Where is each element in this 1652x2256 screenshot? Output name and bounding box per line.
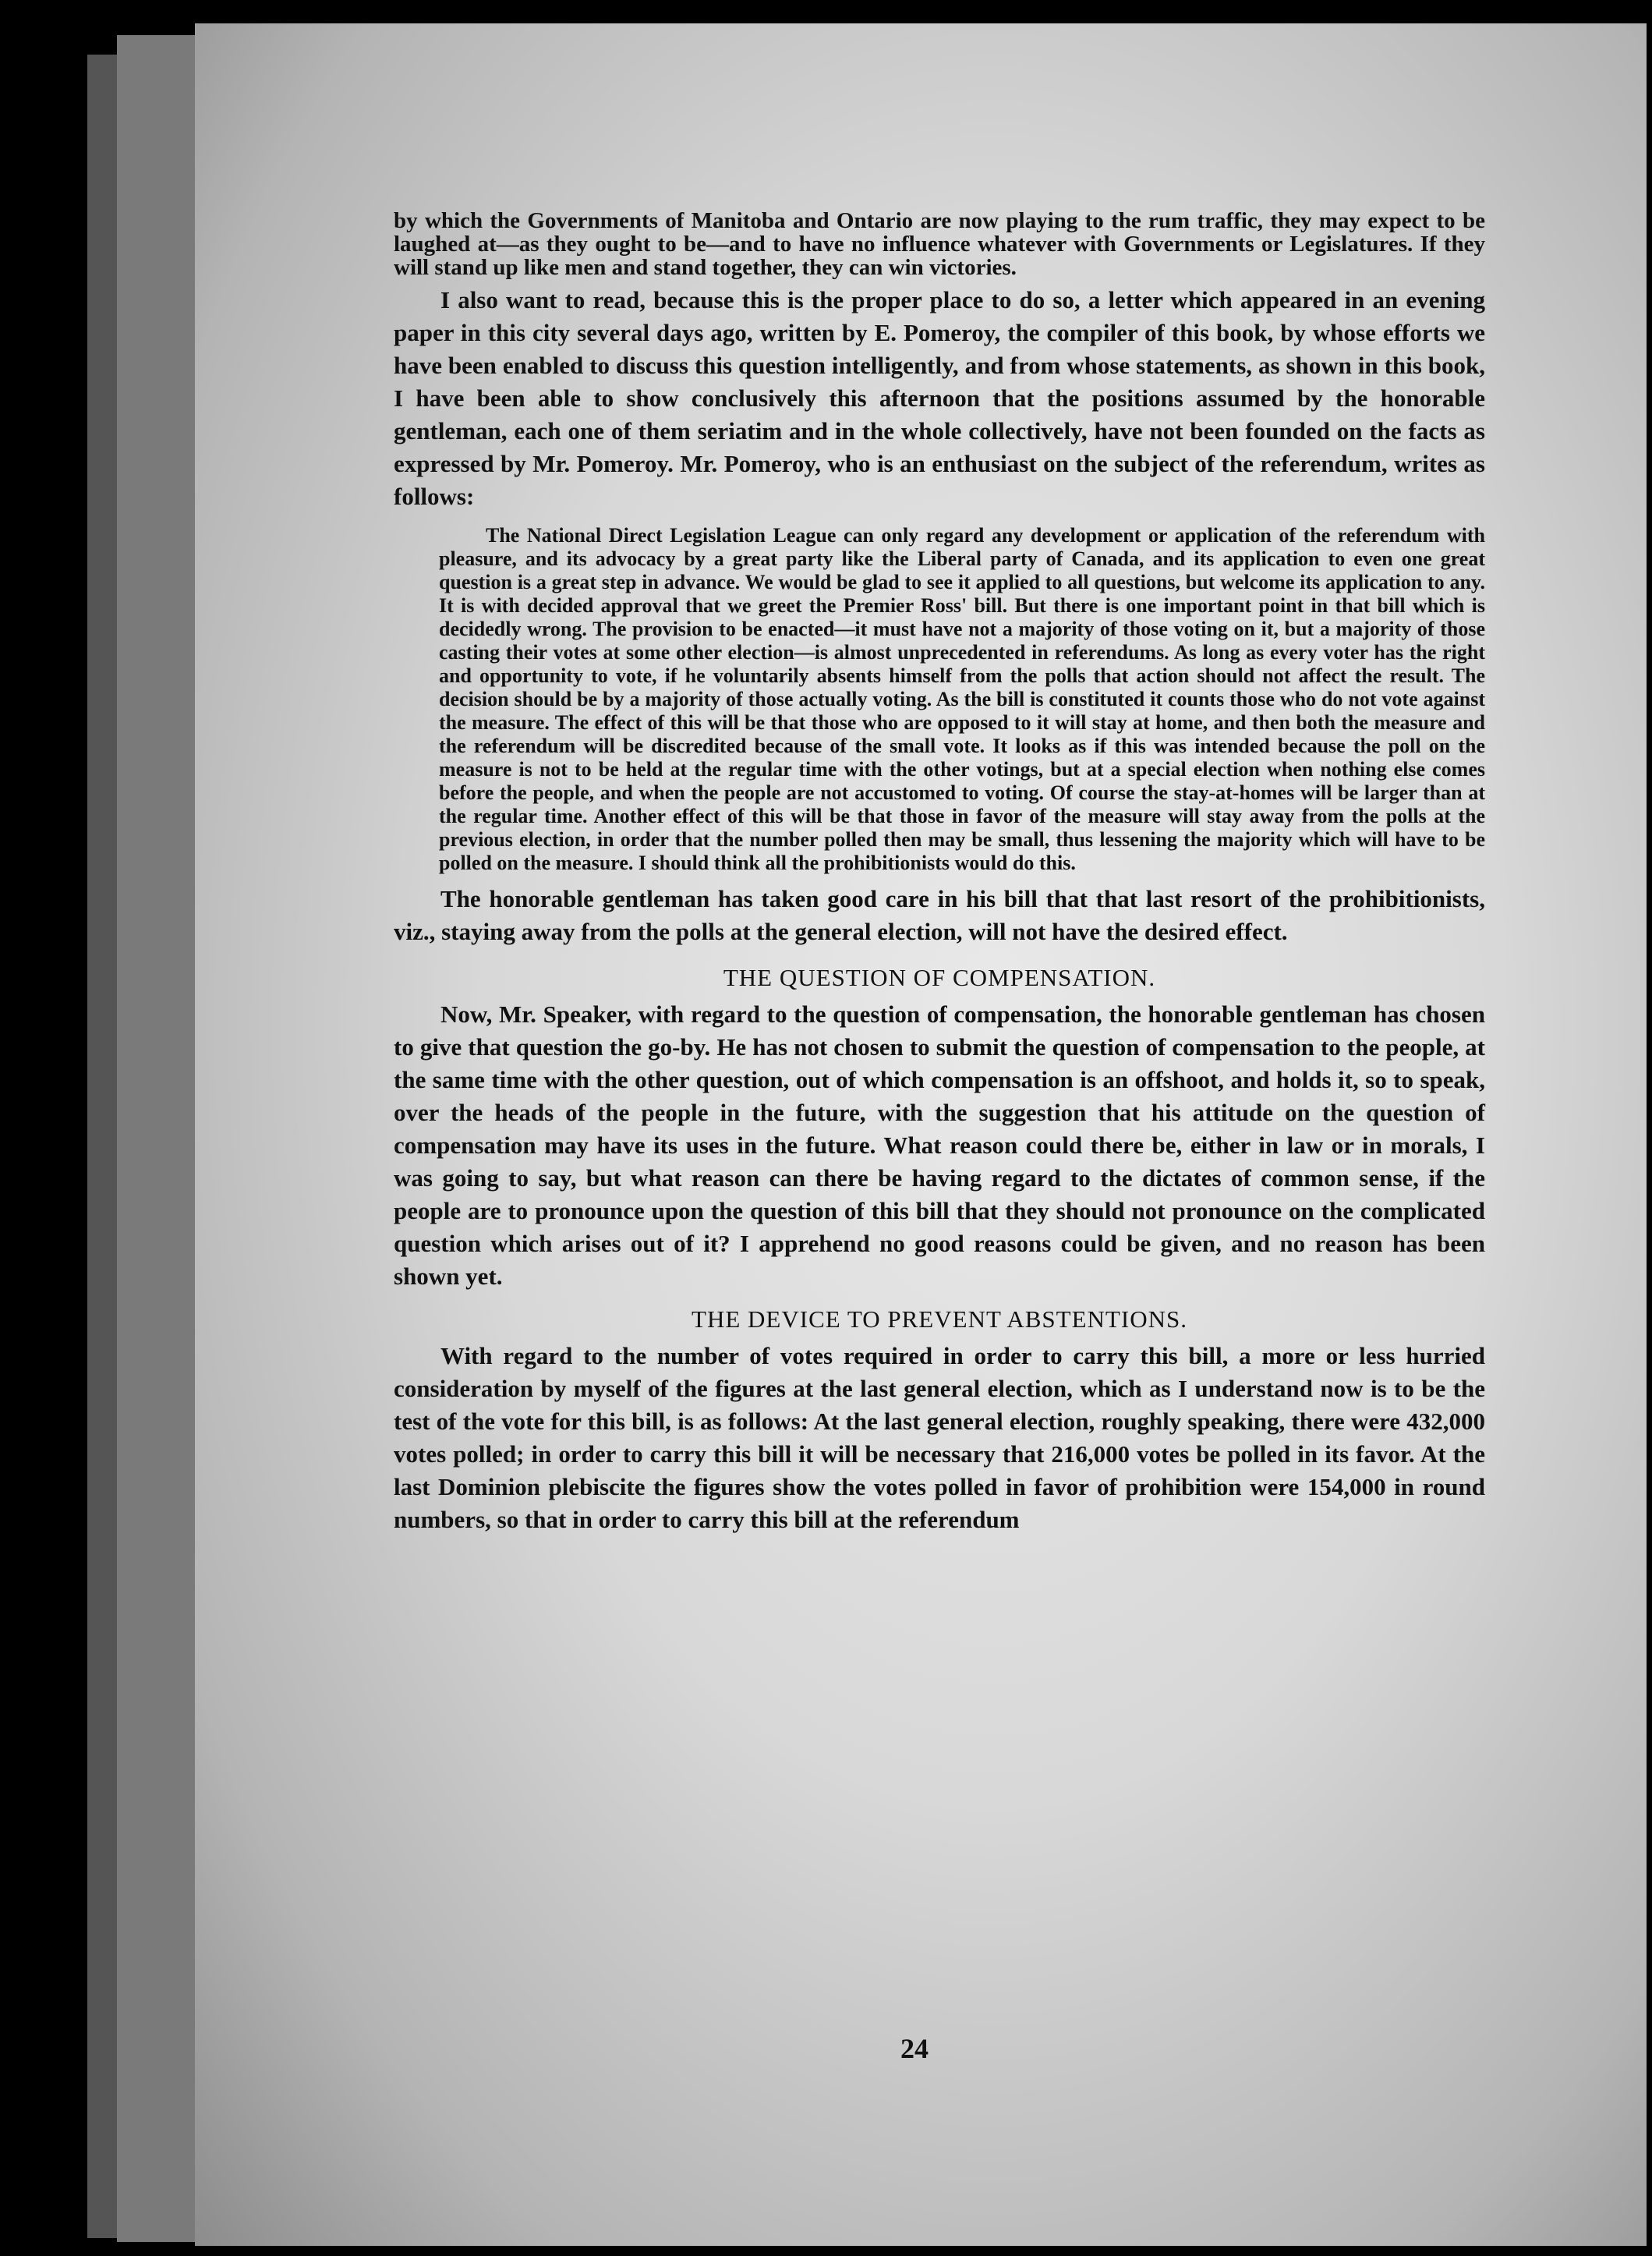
letter-intro-paragraph: I also want to read, because this is the proper place to do so, a letter which appeared in an evening paper in this city several days ago, written by E. Pomeroy, the compiler of this book, by whose efforts we have been enabled to discuss this question intelligently, and from whose statements, as shown in this book, I have been able to show conclusively this afternoon that the positions assumed by the honorable gentleman, each one of them seriatim and in the whole collectively, have not been founded on the facts as expressed by Mr. Pomeroy. Mr. Pomeroy, who is an enthusiast on the subject of the referendum, writes as follows:	[394, 286, 1485, 510]
heading-compensation: THE QUESTION OF COMPENSATION.	[723, 964, 1156, 991]
page-text-block	[394, 209, 1485, 1536]
quoted-letter: The National Direct Legislation League can only regard any development or application of the referendum with pleasure, and its advocacy by a great party like the Liberal party of Canada, and its application to even one great question is a great step in advance. We would be glad to see it applied to all questions, but welcome its application to any. It is with decided approval that we greet the Premier Ross' bill. But there is one important point in that bill which is decidedly wrong. The provision to be enacted—it must have not a majority of those voting on it, but a majority of those casting their votes at some other election—is almost unprecedented in referendums. As long as every voter has the right and opportunity to vote, if he voluntarily absents himself from the polls that action should not affect the result. The decision should be by a majority of those actually voting. As the bill is constituted it counts those who do not vote against the measure. The effect of this will be that those who are opposed to it will stay at home, and then both the measure and the referendum will be discredited because of the small vote. It looks as if this was intended because the poll on the measure is not to be held at the regular time with the other votings, but at a special election when nothing else comes before the people, and when the people are not accustomed to voting. Of course the stay-at-homes will be larger than at the regular time. Another effect of this will be that those in favor of the measure will stay away from the polls at the previous election, in order that the number polled then may be small, thus lessening the majority which will have to be polled on the measure. I should think all the prohibitionists would do this.	[439, 524, 1485, 874]
after-quote-paragraph: The honorable gentleman has taken good care in his bill that that last resort of the prohibitionists, viz., staying away from the polls at the general election, will not have the desired effect.	[394, 885, 1485, 945]
heading-device: THE DEVICE TO PREVENT ABSTENTIONS.	[692, 1305, 1187, 1333]
continuation-paragraph: by which the Governments of Manitoba and Ontario are now playing to the rum traffic, they may expect to be laughed at—as they ought to be—and to have no influence whatever with Governments or Legislatures. If they will stand up like men and stand together, they can win victories.	[394, 208, 1485, 280]
compensation-paragraph: Now, Mr. Speaker, with regard to the question of compensation, the honorable gentleman has chosen to give that question the go-by. He has not chosen to submit the question of compensation to the people, at the same time with the other question, out of which compensation is an offshoot, and holds it, so to speak, over the heads of the people in the future, with the suggestion that his attitude on the question of compensation may have its uses in the future. What reason could there be, either in law or in morals, I was going to say, but what reason can there be having regard to the dictates of common sense, if the people are to pronounce upon the question of this bill that they should not pronounce on the complicated question which arises out of it? I apprehend no good reasons could be given, and no reason has been shown yet.	[394, 1001, 1485, 1290]
page-number: 24	[900, 2033, 929, 2064]
device-paragraph: With regard to the number of votes required in order to carry this bill, a more or less hurried consideration by myself of the figures at the last general election, which as I understand now is to be the test of the vote for this bill, is as follows: At the last general election, roughly speaking, there were 432,000 votes polled; in order to carry this bill it will be necessary that 216,000 votes be polled in its favor. At the last Dominion plebiscite the figures show the votes polled in favor of prohibition were 154,000 in round numbers, so that in order to carry this bill at the referendum	[394, 1342, 1485, 1533]
